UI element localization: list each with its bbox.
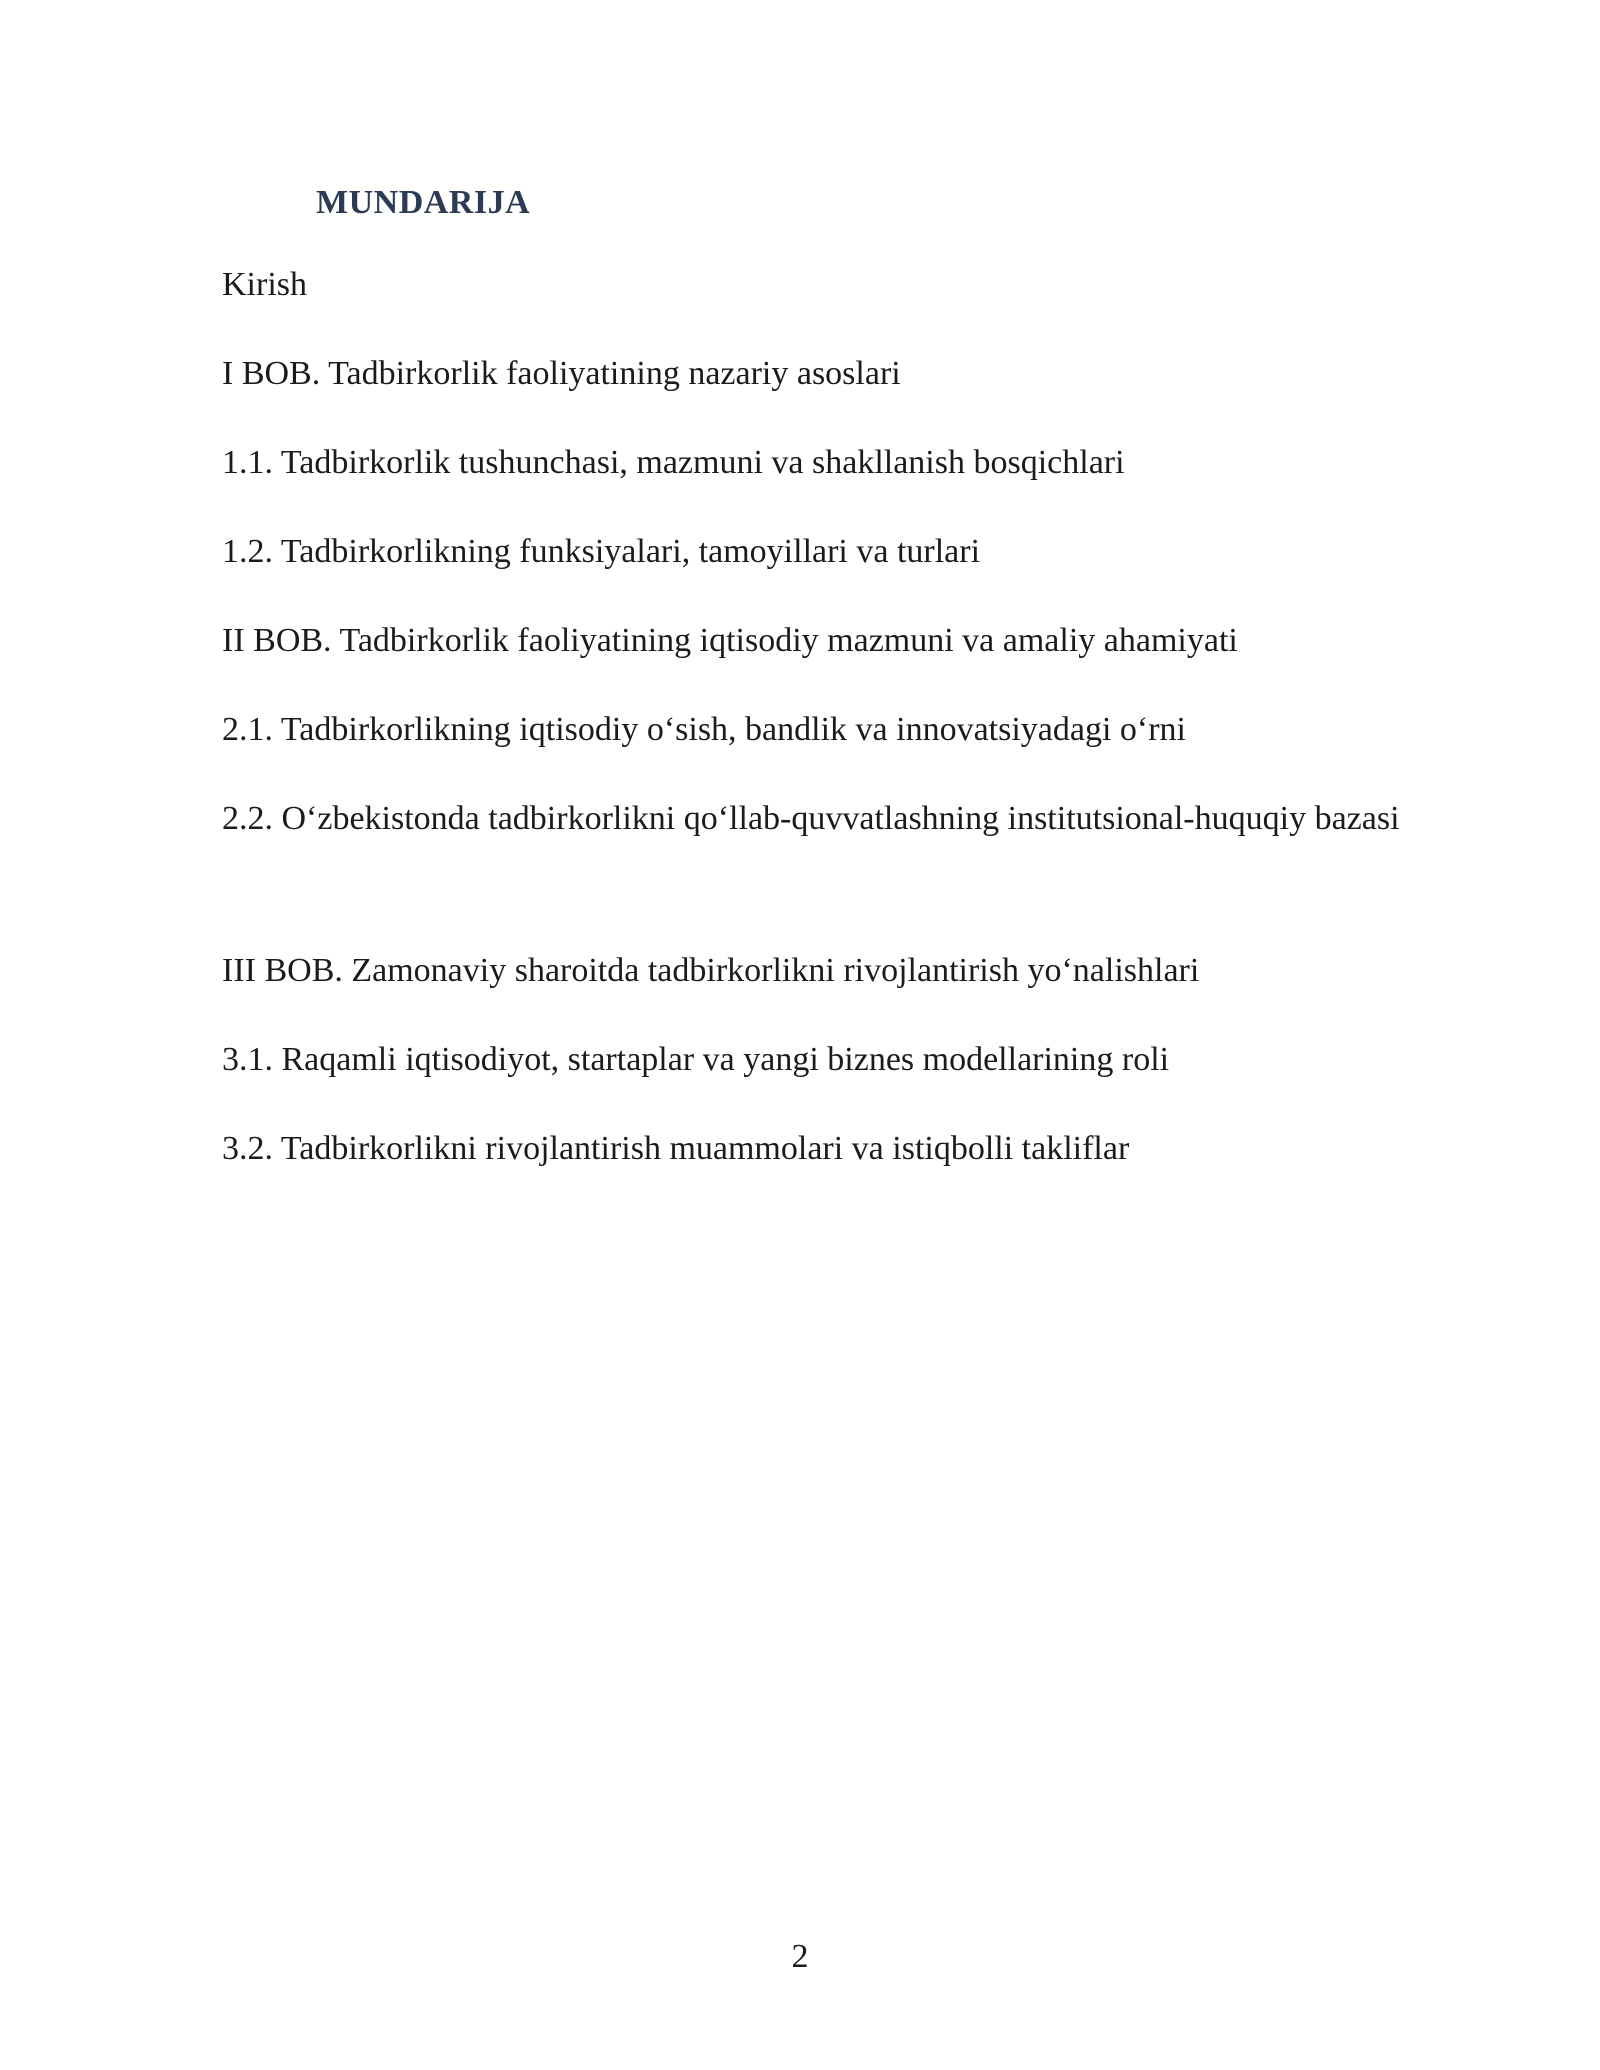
toc-item-section-2-1: 2.1. Tadbirkorlikning iqtisodiy o‘sish, bandlik va innovatsiyadagi o‘rni: [222, 711, 1187, 748]
toc-item-section-1-1: 1.1. Tadbirkorlik tushunchasi, mazmuni va shakllanish bosqichlari: [222, 444, 1125, 481]
toc-item-chapter-2: II BOB. Tadbirkorlik faoliyatining iqtisodiy mazmuni va amaliy ahamiyati: [222, 622, 1238, 659]
toc-heading: MUNDARIJA: [316, 184, 531, 221]
toc-item-section-2-2: 2.2. O‘zbekistonda tadbirkorlikni qo‘llab-quvvatlashning institutsional-huquqiy bazasi: [222, 800, 1400, 837]
toc-item-chapter-1: I BOB. Tadbirkorlik faoliyatining nazariy asoslari: [222, 355, 901, 392]
page-number: 2: [791, 1938, 809, 1975]
toc-item-introduction: Kirish: [222, 266, 307, 303]
toc-item-section-1-2: 1.2. Tadbirkorlikning funksiyalari, tamoyillari va turlari: [222, 533, 981, 570]
toc-item-chapter-3: III BOB. Zamonaviy sharoitda tadbirkorlikni rivojlantirish yo‘nalishlari: [222, 952, 1200, 989]
toc-item-section-3-2: 3.2. Tadbirkorlikni rivojlantirish muammolari va istiqbolli takliflar: [222, 1130, 1130, 1167]
toc-item-section-3-1: 3.1. Raqamli iqtisodiyot, startaplar va yangi biznes modellarining roli: [222, 1041, 1170, 1078]
